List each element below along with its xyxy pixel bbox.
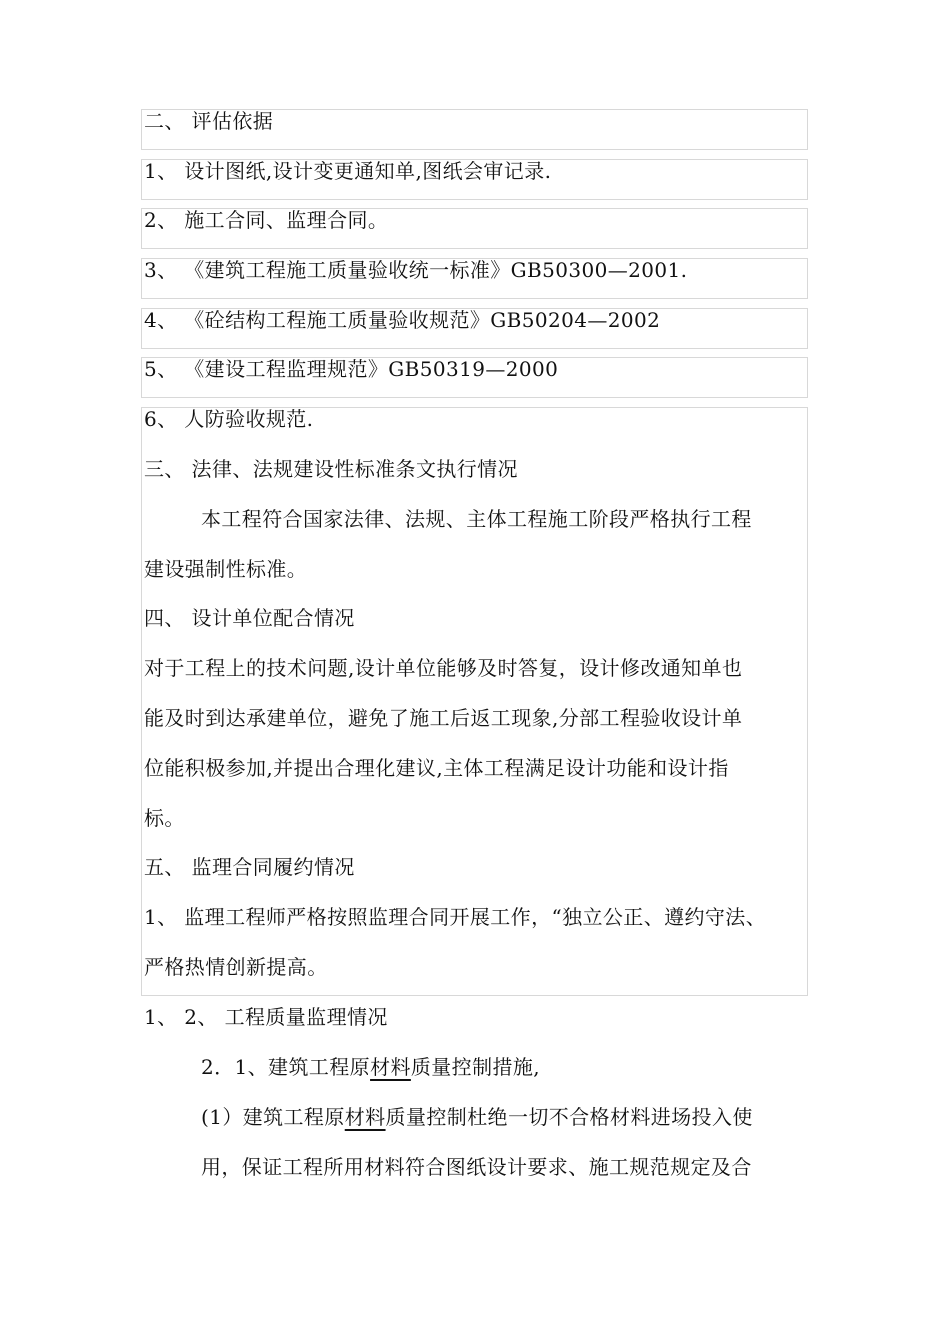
underlined-term: 材料 (370, 1055, 411, 1079)
list-item: 5、 《建设工程监理规范》GB50319—2000 (144, 357, 559, 381)
paragraph-line: 本工程符合国家法律、法规、主体工程施工阶段严格执行工程 (201, 507, 752, 531)
paragraph-line: 能及时到达承建单位，避免了施工后返工现象,分部工程验收设计单 (144, 706, 743, 730)
text-run: 质量控制措施, (410, 1055, 541, 1079)
underlined-term: 材料 (344, 1105, 386, 1129)
section-heading-design: 四、 设计单位配合情况 (144, 606, 355, 630)
paragraph-line: 位能积极参加,并提出合理化建议,主体工程满足设计功能和设计指 (144, 756, 729, 780)
paragraph-line: 用，保证工程所用材料符合图纸设计要求、施工规范规定及合 (201, 1155, 752, 1179)
paragraph-line (201, 1103, 753, 1131)
paragraph-line: 建设强制性标准。 (144, 557, 308, 581)
section-heading-basis: 二、 评估依据 (144, 109, 274, 133)
list-item: 4、 《砼结构工程施工质量验收规范》GB50204—2002 (144, 308, 661, 332)
section-heading-law: 三、 法律、法规建设性标准条文执行情况 (144, 457, 518, 481)
section-heading-quality: 1、 2、 工程质量监理情况 (144, 1005, 388, 1029)
paragraph-line: 对于工程上的技术问题,设计单位能够及时答复，设计修改通知单也 (144, 656, 743, 680)
subsection-heading (201, 1053, 540, 1081)
section-heading-contract: 五、 监理合同履约情况 (144, 855, 355, 879)
text-run: 质量控制杜绝一切不合格材料进场投入使 (385, 1105, 753, 1129)
list-item: 6、 人防验收规范. (144, 407, 314, 431)
list-item: 1、 设计图纸,设计变更通知单,图纸会审记录. (144, 159, 552, 183)
list-item: 3、 《建筑工程施工质量验收统一标准》GB50300—2001. (144, 258, 688, 282)
paragraph-line: 标。 (144, 806, 185, 830)
text-run: 2．1、建筑工程原 (201, 1055, 371, 1079)
list-item: 2、 施工合同、监理合同。 (144, 208, 389, 232)
paragraph-line: 1、 监理工程师严格按照监理合同开展工作，“独立公正、遵约守法、 (144, 905, 767, 929)
text-run: (1）建筑工程原 (201, 1105, 345, 1129)
paragraph-line: 严格热情创新提高。 (144, 955, 328, 979)
